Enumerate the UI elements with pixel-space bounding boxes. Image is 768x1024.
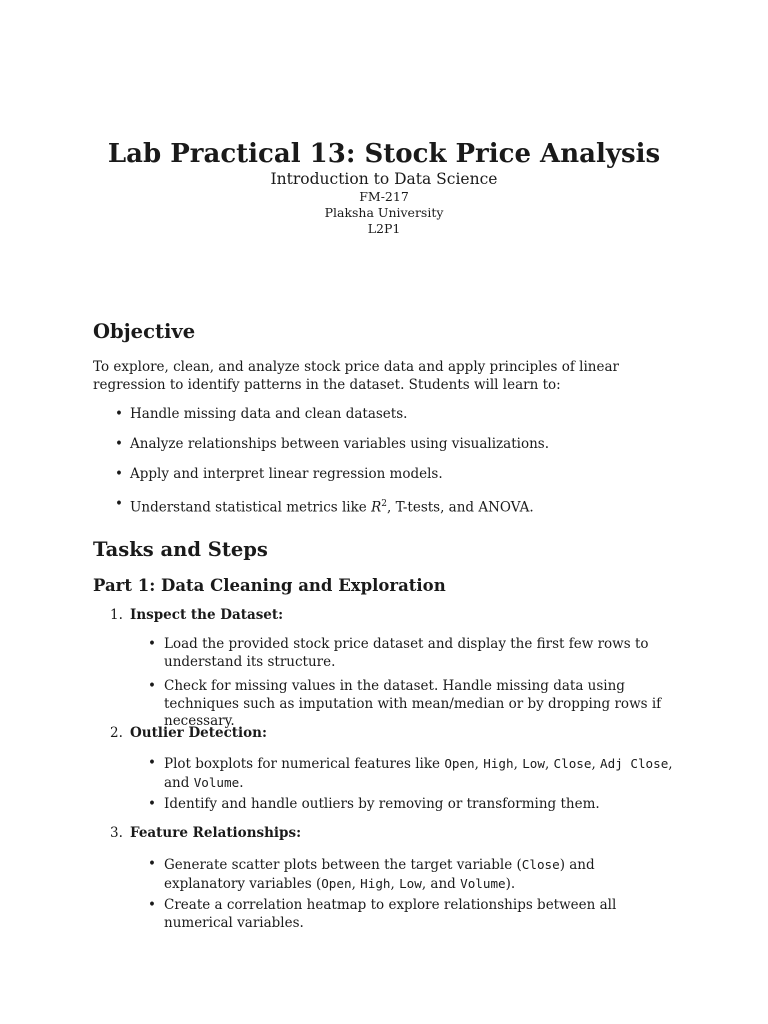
list-item: • Understand statistical metrics like $R^2$, T-tests, and ANOVA. (115, 496, 534, 516)
bullet-icon: • (115, 436, 123, 452)
list-item: • Handle missing data and clean datasets. (115, 406, 408, 422)
university-name: Plaksha University (324, 205, 444, 220)
list-item: • Apply and interpret linear regression models. (115, 466, 443, 482)
bullet-icon: • (115, 406, 123, 422)
step-number: 1. (110, 607, 123, 623)
objective-heading: Objective (93, 320, 196, 343)
list-item: • Check for missing values in the dataset. Handle missing data using techniques such as imputation with mean/median or by dropping rows if necessary. (148, 678, 662, 729)
bullet-icon: • (115, 496, 123, 512)
step-number: 3. (110, 825, 123, 841)
bullet-icon: • (148, 678, 156, 694)
document-title: Lab Practical 13: Stock Price Analysis (107, 139, 661, 169)
list-item: • Create a correlation heatmap to explore relationships between all numerical variables. (148, 897, 617, 931)
list-item: • Analyze relationships between variables using visualizations. (115, 436, 550, 452)
list-item: • Identify and handle outliers by removing or transforming them. (148, 796, 600, 812)
tasks-heading: Tasks and Steps (93, 538, 268, 561)
bullet-icon: • (115, 466, 123, 482)
title-block (0, 138, 768, 237)
document-subtitle: Introduction to Data Science (270, 170, 498, 188)
bullet-icon: • (148, 636, 156, 652)
objective-list (93, 406, 683, 526)
objective-intro: To explore, clean, and analyze stock price data and apply principles of linear regression to identify patterns in the dataset. Students will learn to: (93, 359, 619, 393)
step-number: 2. (110, 725, 123, 741)
list-item: • Plot boxplots for numerical features like Open, High, Low, Close, Adj Close, and Volume. (148, 755, 673, 791)
step-label: Inspect the Dataset: (130, 607, 284, 623)
part1-heading: Part 1: Data Cleaning and Exploration (93, 576, 446, 595)
section-code: L2P1 (367, 221, 401, 236)
step-label: Outlier Detection: (130, 725, 267, 741)
list-item: • Load the provided stock price dataset and display the first few rows to understand its structure. (148, 636, 649, 670)
bullet-icon: • (148, 755, 156, 771)
bullet-icon: • (148, 856, 156, 872)
step-label: Feature Relationships: (130, 825, 302, 841)
bullet-icon: • (148, 897, 156, 913)
course-code: FM-217 (359, 189, 409, 204)
bullet-icon: • (148, 796, 156, 812)
list-item: • Generate scatter plots between the target variable (Close) and explanatory variables (Open, High, Low, and Volume). (148, 856, 595, 892)
